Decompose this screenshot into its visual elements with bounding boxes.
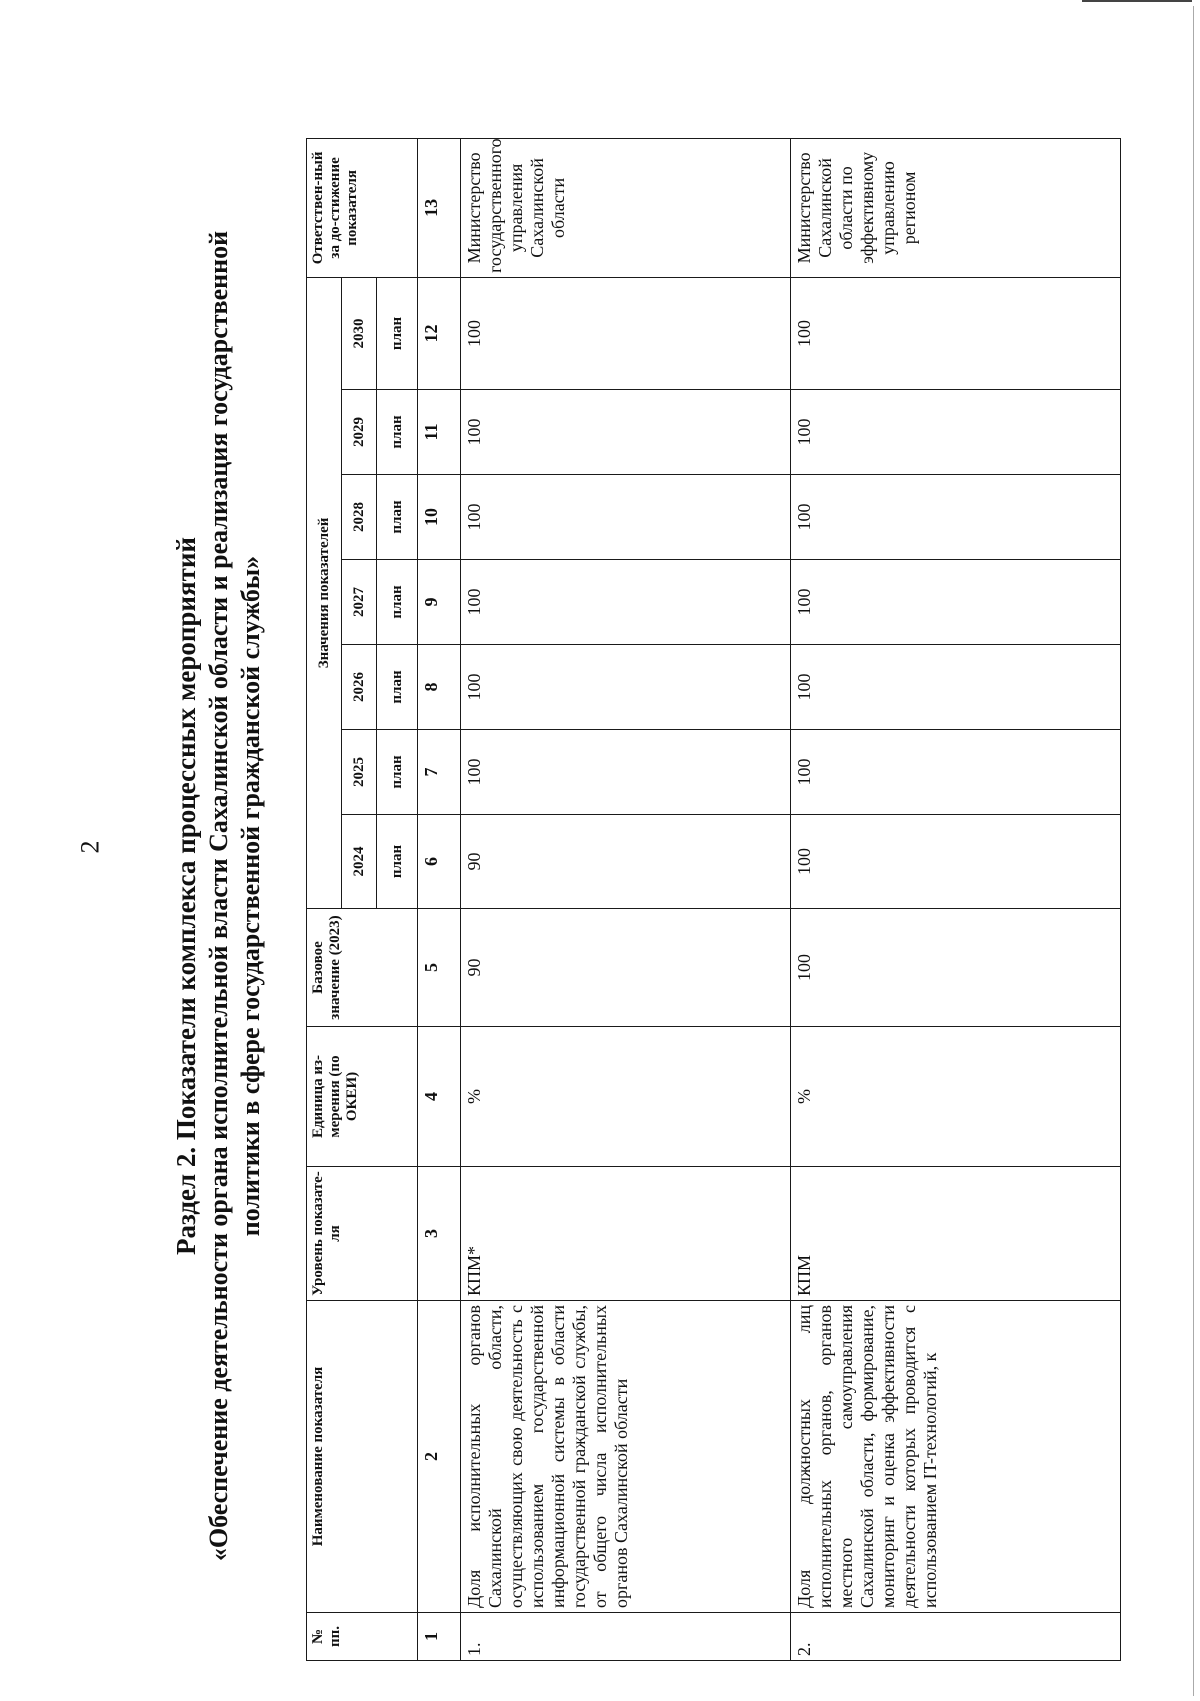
row-responsible: Министерство государственного управления Сахалинской области <box>461 138 791 277</box>
header-values: Значения показателей <box>307 277 342 908</box>
column-numbers-row <box>418 138 461 1660</box>
col-number: 3 <box>418 1167 461 1301</box>
header-name: Наименование показателя <box>307 1301 418 1613</box>
row-value: 90 <box>461 815 791 909</box>
row-value: 100 <box>461 390 791 475</box>
col-number: 4 <box>418 1027 461 1167</box>
row-value: 100 <box>461 560 791 645</box>
header-unit: Единица из-мерения (по ОКЕИ) <box>307 1027 418 1167</box>
row-value: 100 <box>461 475 791 560</box>
page-number: 2 <box>75 840 105 854</box>
header-level: Уровень показате-ля <box>307 1167 418 1301</box>
title-line-3: политики в сфере государственной гражданской службы» <box>236 555 265 1237</box>
row-level: КПМ* <box>461 1167 791 1301</box>
row-value: 100 <box>461 645 791 730</box>
section-title <box>170 171 267 1621</box>
header-year: 2025 <box>342 730 377 815</box>
rotated-page <box>0 91 1100 1701</box>
header-responsible: Ответствен-ный за до-стижение показателя <box>307 138 418 277</box>
row-responsible: Министерство Сахалинской области по эффективному управлению регионом <box>791 138 1121 277</box>
col-number: 8 <box>418 645 461 730</box>
header-year: 2030 <box>342 277 377 389</box>
col-number: 5 <box>418 909 461 1027</box>
header-year: 2024 <box>342 815 377 909</box>
row-indicator-name: Доля исполнительных органов Сахалинской области, осуществляющих свою деятельность с использованием государственной информационной системы в области государственной гражданской службы, от общего числа исполнительных органов Сахалинской области <box>461 1301 791 1613</box>
row-unit: % <box>461 1027 791 1167</box>
header-plan: план <box>377 730 418 815</box>
col-number: 12 <box>418 277 461 389</box>
row-value: 100 <box>791 815 1121 909</box>
header-row-1 <box>307 138 342 1660</box>
row-level: КПМ <box>791 1167 1121 1301</box>
col-number: 11 <box>418 390 461 475</box>
header-plan: план <box>377 475 418 560</box>
col-number: 9 <box>418 560 461 645</box>
row-num: 1. <box>461 1613 791 1661</box>
header-base: Базовое значение (2023) <box>307 909 418 1027</box>
row-value: 100 <box>791 475 1121 560</box>
row-value: 100 <box>791 560 1121 645</box>
header-plan: план <box>377 277 418 389</box>
table-row <box>791 138 1121 1660</box>
row-value: 100 <box>791 390 1121 475</box>
table-row <box>461 138 791 1660</box>
col-number: 7 <box>418 730 461 815</box>
row-value: 100 <box>791 730 1121 815</box>
header-plan: план <box>377 815 418 909</box>
row-value: 100 <box>461 277 791 389</box>
row-value: 100 <box>791 277 1121 389</box>
col-number: 13 <box>418 138 461 277</box>
row-base-value: 90 <box>461 909 791 1027</box>
header-year: 2027 <box>342 560 377 645</box>
header-year: 2028 <box>342 475 377 560</box>
header-plan: план <box>377 645 418 730</box>
header-plan: план <box>377 560 418 645</box>
header-plan: план <box>377 390 418 475</box>
row-value: 100 <box>791 645 1121 730</box>
header-num: № пп. <box>307 1613 418 1661</box>
scan-edge-mark <box>1082 0 1192 2</box>
row-indicator-name: Доля должностных лиц исполнительных органов, органов местного самоуправления Сахалинской области, формирование, мониторинг и оценка эффективности деятельности которых проводится с использованием IT-технологий, к <box>791 1301 1121 1613</box>
col-number: 1 <box>418 1613 461 1661</box>
col-number: 10 <box>418 475 461 560</box>
row-base-value: 100 <box>791 909 1121 1027</box>
col-number: 2 <box>418 1301 461 1613</box>
row-value: 100 <box>461 730 791 815</box>
header-year: 2029 <box>342 390 377 475</box>
col-number: 6 <box>418 815 461 909</box>
title-line-1: Раздел 2. Показатели комплекса процессных мероприятий <box>171 537 201 1255</box>
row-unit: % <box>791 1027 1121 1167</box>
title-line-2: «Обеспечение деятельности органа исполнительной власти Сахалинской области и реализация государственной <box>204 230 233 1562</box>
scan-edge-line <box>1193 6 1194 1696</box>
indicators-table <box>306 138 1121 1661</box>
row-num: 2. <box>791 1613 1121 1661</box>
header-year: 2026 <box>342 645 377 730</box>
